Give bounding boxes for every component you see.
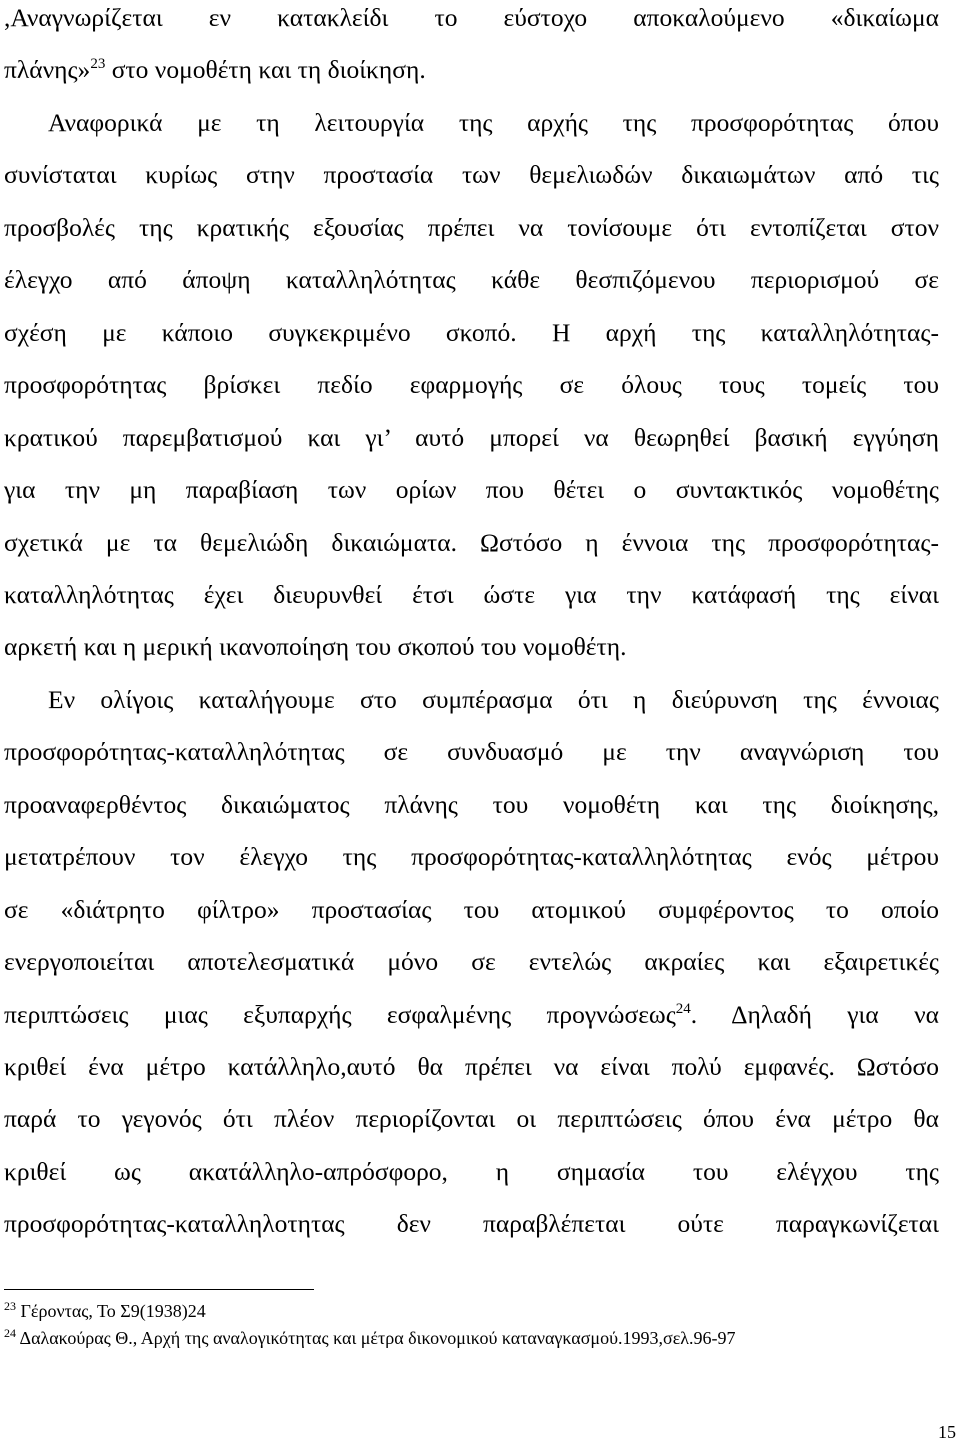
text-segment: πλάνης» xyxy=(4,55,91,85)
text-line: κριθεί ως ακατάλληλο-απρόσφορο, η σημασία του ελέγχου της xyxy=(4,1156,939,1186)
text-line xyxy=(4,998,939,1032)
footnote-separator xyxy=(4,1289,314,1290)
text-line: ,Αναγνωρίζεται εν κατακλείδι το εύστοχο αποκαλούμενο «δικαίωμα xyxy=(4,3,939,32)
text-line: Εν ολίγοις καταλήγουμε στο συμπέρασμα ότι η διεύρυνση της έννοιας xyxy=(48,684,939,714)
text-line: προσφορότητας-καταλληλοτητας δεν παραβλέπεται ούτε παραγκωνίζεται xyxy=(4,1209,939,1239)
text-line: προαναφερθέντος δικαιώματος πλάνης του νομοθέτη και της διοίκησης, xyxy=(4,789,939,819)
text-line: προσφορότητας-καταλληλότητας σε συνδυασμό με την αναγνώριση του xyxy=(4,737,939,767)
footnote xyxy=(4,1300,939,1322)
text-line: σχετικά με τα θεμελιώδη δικαιώματα. Ωστόσο η έννοια της προσφορότητας- xyxy=(4,527,939,557)
text-line: παρά το γεγονός ότι πλέον περιορίζονται οι περιπτώσεις όπου ένα μέτρο θα xyxy=(4,1104,939,1134)
text-line: για την μη παραβίαση των ορίων που θέτει ο συντακτικός νομοθέτης xyxy=(4,475,939,505)
text-line: σχέση με κάποιο συγκεκριμένο σκοπό. Η αρχή της καταλληλότητας- xyxy=(4,317,939,347)
footnote xyxy=(4,1327,939,1349)
text-line: σε «διάτρητο φίλτρο» προστασίας του ατομικού συμφέροντος το οποίο xyxy=(4,894,939,924)
text-segment: περιπτώσεις μιας εξυπαρχής εσφαλμένης προγνώσεως xyxy=(4,999,676,1029)
text-line: προσφορότητας βρίσκει πεδίο εφαρμογής σε όλους τους τομείς του xyxy=(4,370,939,400)
text-line: κριθεί ένα μέτρο κατάλληλο,αυτό θα πρέπει να είναι πολύ εμφανές. Ωστόσο xyxy=(4,1052,939,1081)
text-line: μετατρέπουν τον έλεγχο της προσφορότητας-καταλληλότητας ενός μέτρου xyxy=(4,842,939,872)
footnote-text: Γέροντας, Το Σ9(1938)24 xyxy=(16,1301,206,1321)
footnote-text: Δαλακούρας Θ., Αρχή της αναλογικότητας και μέτρα δικονομικού καταναγκασμού.1993,σελ.96-97 xyxy=(16,1328,736,1348)
footnote-number: 23 xyxy=(4,1299,16,1313)
text-line: Αναφορικά με τη λειτουργία της αρχής της προσφορότητας όπου xyxy=(48,107,939,137)
text-segment: . Δηλαδή για να xyxy=(690,999,939,1029)
text-segment: στο νομοθέτη και τη διοίκηση. xyxy=(105,55,426,85)
text-line: κρατικού παρεμβατισμού και γι’ αυτό μπορεί να θεωρηθεί βασική εγγύηση xyxy=(4,422,939,452)
footnote-number: 24 xyxy=(4,1326,16,1340)
text-line xyxy=(4,53,939,87)
text-line: καταλληλότητας έχει διευρυνθεί έτσι ώστε για την κατάφασή της είναι xyxy=(4,579,939,609)
footnote-ref: 23 xyxy=(90,56,106,73)
text-line: αρκετή και η μερική ικανοποίηση του σκοπού του νομοθέτη. xyxy=(4,632,627,662)
text-line: έλεγχο από άποψη καταλληλότητας κάθε θεσπιζόμενου περιορισμού σε xyxy=(4,265,939,295)
page-number: 15 xyxy=(938,1422,956,1442)
text-line: προσβολές της κρατικής εξουσίας πρέπει να τονίσουμε ότι εντοπίζεται στον xyxy=(4,212,939,242)
text-line: ενεργοποιείται αποτελεσματικά μόνο σε εντελώς ακραίες και εξαιρετικές xyxy=(4,947,939,977)
text-line: συνίσταται κυρίως στην προστασία των θεμελιωδών δικαιωμάτων από τις xyxy=(4,160,939,190)
footnote-ref: 24 xyxy=(675,1000,691,1017)
